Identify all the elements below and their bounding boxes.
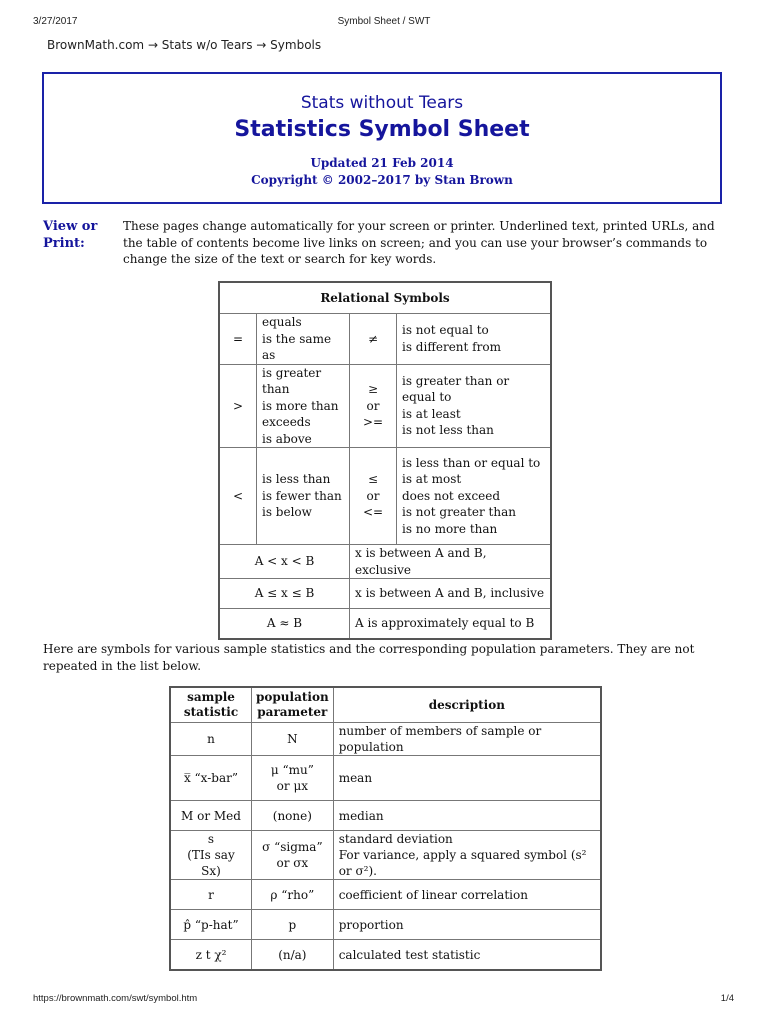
print-date: 3/27/2017 [33, 16, 78, 27]
cell-line: r [208, 887, 214, 902]
header-sample: sample statistic [170, 687, 252, 723]
population-parameter [252, 801, 334, 831]
cell-line: is no more than [402, 521, 498, 536]
range-row [219, 609, 551, 640]
cell-line: is fewer than [262, 488, 342, 503]
cell-line: ≠ [367, 331, 379, 346]
sample-statistic [170, 880, 252, 910]
relation-symbol [350, 448, 397, 545]
header-description: description [333, 687, 601, 723]
symbol-description [333, 723, 601, 756]
cell-line: (TIs say Sx) [187, 848, 235, 878]
table-row [170, 940, 601, 971]
cell-line: n [207, 732, 215, 746]
relation-description [397, 448, 552, 545]
relation-description [257, 314, 350, 365]
statistics-symbols-table [169, 686, 602, 971]
page-number: 1/4 [720, 993, 734, 1004]
symbol-description [333, 831, 601, 880]
cell-line: is the same as [262, 331, 332, 362]
cell-line: coefficient of linear correlation [338, 887, 528, 902]
cell-line: or σx [276, 856, 309, 870]
cell-line: s [207, 832, 215, 846]
table-header-row [170, 687, 601, 723]
view-print-label: View or Print: [43, 219, 98, 251]
range-expression: A < x < B [219, 545, 350, 579]
relation-row [219, 448, 551, 545]
cell-line: or μx [276, 779, 309, 793]
cell-line: standard deviation [338, 832, 453, 846]
cell-line: is greater than or equal to [402, 373, 510, 405]
relation-symbol [350, 314, 397, 365]
population-parameter [252, 756, 334, 801]
cell-line: calculated test statistic [338, 947, 481, 962]
range-row [219, 545, 551, 579]
cell-line: σ “sigma” [262, 840, 323, 854]
relation-row [219, 314, 551, 365]
cell-line: For variance, apply a squared symbol (s² or σ²). [338, 848, 587, 878]
symbol-description [333, 801, 601, 831]
breadcrumb[interactable]: BrownMath.com → Stats w/o Tears → Symbols [47, 38, 322, 52]
cell-line: mean [338, 771, 373, 785]
population-parameter [252, 880, 334, 910]
range-expression: A ≈ B [219, 609, 350, 640]
cell-line: is above [262, 431, 312, 446]
cell-line: is less than or equal to [402, 455, 541, 470]
cell-line: ≥ [367, 382, 379, 396]
cell-line: (none) [272, 808, 312, 823]
cell-line: M or Med [181, 808, 241, 823]
cell-line: μ “mu” [270, 763, 314, 777]
print-title: Symbol Sheet / SWT [337, 16, 431, 27]
table-row [170, 880, 601, 910]
cell-line: z t χ² [195, 947, 227, 962]
sample-statistic [170, 801, 252, 831]
cell-line: p [288, 917, 297, 932]
table-row [170, 756, 601, 801]
cell-line: is not equal to [402, 323, 489, 338]
copyright: Copyright © 2002–2017 by Stan Brown [251, 173, 513, 187]
relation-description [397, 364, 552, 448]
symbol-description [333, 940, 601, 971]
population-parameter [252, 940, 334, 971]
cell-line: p̂ “p-hat” [183, 917, 239, 932]
table-row [170, 801, 601, 831]
relation-symbol: < [219, 448, 257, 545]
cell-line: is below [262, 505, 312, 520]
series-title: Stats without Tears [300, 93, 464, 113]
relation-description [397, 314, 552, 365]
population-parameter [252, 831, 334, 880]
cell-line: proportion [338, 917, 404, 932]
cell-line: is at most [402, 472, 462, 487]
population-parameter [252, 910, 334, 940]
cell-line: ≤ [367, 472, 379, 487]
cell-line: is at least [402, 406, 461, 421]
cell-line: is not greater than [402, 505, 516, 520]
relation-row [219, 364, 551, 448]
cell-line: number of members of sample or population [338, 724, 542, 754]
cell-line: x̅ “x-bar” [183, 771, 239, 785]
cell-line: equals [262, 315, 302, 329]
range-expression: A ≤ x ≤ B [219, 579, 350, 609]
view-print-text: These pages change automatically for your screen or printer. Underlined text, printed URLs, and the table of contents become live links on screen; and you can use your browser’s commands to change the size of the text or search for key words. [123, 219, 715, 266]
page-url: https://brownmath.com/swt/symbol.htm [33, 993, 198, 1004]
symbol-description [333, 880, 601, 910]
cell-line: does not exceed [402, 488, 501, 503]
cell-line: is not less than [402, 423, 494, 438]
title-banner [42, 72, 722, 204]
range-description: A is approximately equal to B [350, 609, 552, 640]
symbol-description [333, 910, 601, 940]
sample-statistic [170, 940, 252, 971]
relation-symbol: > [219, 364, 257, 448]
cell-line: is more than [262, 398, 339, 413]
relation-description [257, 364, 350, 448]
cell-line: is greater than [262, 365, 322, 396]
range-description: x is between A and B, inclusive [350, 579, 552, 609]
sample-statistic [170, 910, 252, 940]
population-parameter [252, 723, 334, 756]
range-description: x is between A and B, exclusive [350, 545, 552, 579]
sample-statistic [170, 831, 252, 880]
relation-description [257, 448, 350, 545]
header-parameter: population parameter [252, 687, 334, 723]
cell-line: N [287, 732, 298, 746]
cell-line: is less than [262, 472, 331, 487]
sample-statistic [170, 756, 252, 801]
sample-statistic [170, 723, 252, 756]
cell-line: exceeds [262, 415, 311, 429]
relation-symbol [350, 364, 397, 448]
relational-symbols-table [218, 281, 552, 640]
cell-line: ρ “rho” [270, 887, 315, 902]
cell-line: median [338, 808, 384, 823]
table-caption: Relational Symbols [219, 282, 551, 314]
symbol-description [333, 756, 601, 801]
cell-line: is different from [402, 339, 501, 354]
cell-line: (n/a) [278, 947, 307, 962]
range-row [219, 579, 551, 609]
cell-line: or <= [362, 488, 384, 520]
cell-line: or >= [362, 398, 384, 429]
relation-symbol: = [219, 314, 257, 365]
page-title: Statistics Symbol Sheet [234, 117, 530, 142]
intro-paragraph: Here are symbols for various sample statistics and the corresponding population parameters. They are not repeated in the list below. [43, 642, 695, 673]
table-row [170, 831, 601, 880]
table-row [170, 723, 601, 756]
table-row [170, 910, 601, 940]
updated-date: Updated 21 Feb 2014 [310, 156, 454, 170]
